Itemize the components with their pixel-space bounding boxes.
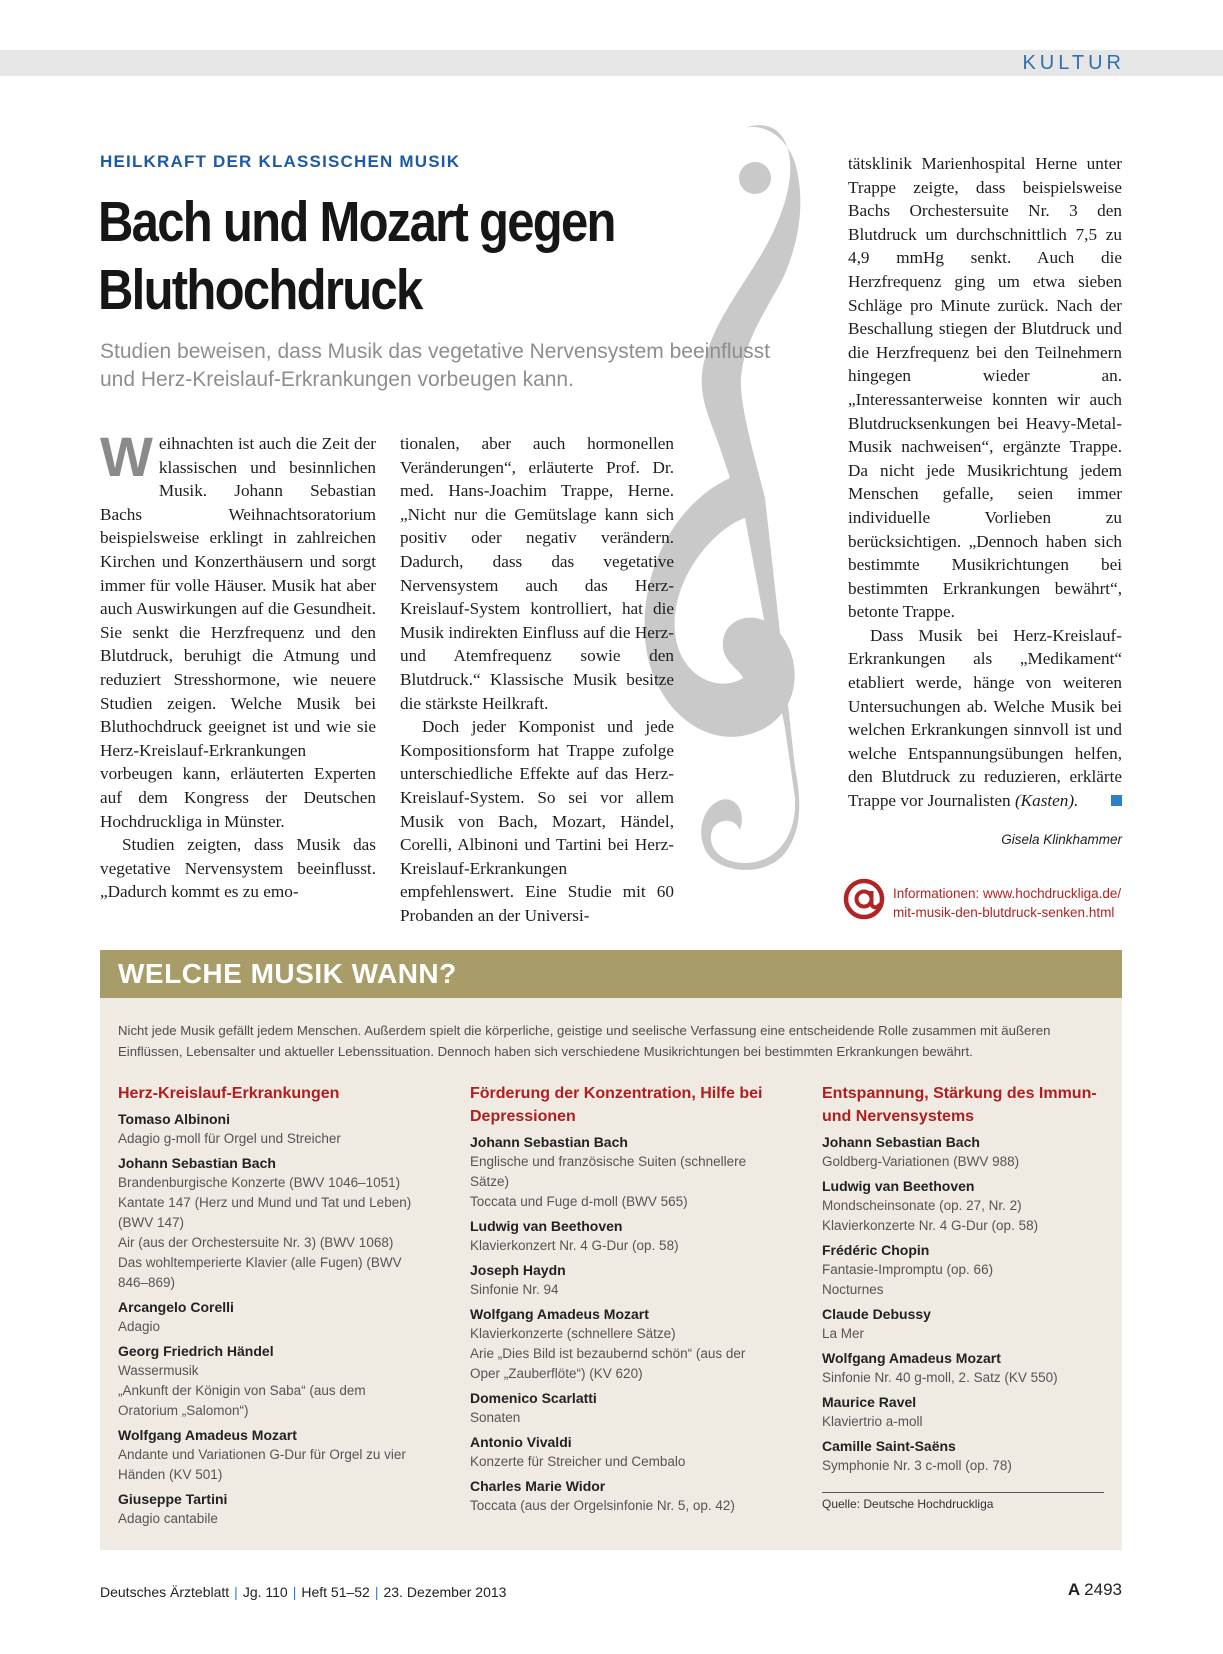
article-column-1	[100, 425, 376, 904]
section-label: KULTUR	[1022, 52, 1125, 74]
works: Konzerte für Streicher und Cembalo	[470, 1454, 686, 1469]
composer: Giuseppe Tartini	[118, 1491, 228, 1507]
works: Fantasie-Impromptu (op. 66) Nocturnes	[822, 1262, 994, 1297]
composer: Wolfgang Amadeus Mozart	[470, 1306, 649, 1322]
journal-name: Deutsches Ärzteblatt	[100, 1584, 230, 1600]
composer: Maurice Ravel	[822, 1394, 917, 1410]
works: Klaviertrio a-moll	[822, 1414, 923, 1429]
list-item	[470, 1304, 770, 1384]
list-item	[470, 1132, 770, 1212]
list-item	[470, 1432, 770, 1472]
works: Adagio	[118, 1319, 161, 1334]
list-item	[822, 1436, 1122, 1476]
list-item	[470, 1260, 770, 1300]
composer: Claude Debussy	[822, 1306, 931, 1322]
box-column-heading: Herz-Kreislauf-Erkrankungen	[118, 1085, 340, 1102]
works: Brandenburgische Konzerte (BWV 1046–1051) Kantate 147 (Herz und Mund und Tat und Leben) (BWV 147) Air (aus der Orchestersuite Nr. 3) (BWV 1068) Das wohltemperierte Klavier (alle Fugen) (BWV 846–869)	[118, 1175, 412, 1290]
footer	[100, 1584, 506, 1600]
composer: Charles Marie Widor	[470, 1478, 606, 1494]
info-box	[100, 950, 1122, 1550]
composer: Arcangelo Corelli	[118, 1299, 234, 1315]
box-column-heading: Entspannung, Stärkung des Immun- und Nervensystems	[822, 1085, 1097, 1125]
composer: Camille Saint-Saëns	[822, 1438, 956, 1454]
works: La Mer	[822, 1326, 865, 1341]
list-item	[822, 1132, 1122, 1172]
info-link-line: mit-musik-den-blutdruck-senken.html	[893, 905, 1115, 920]
box-column-heading: Förderung der Konzentration, Hilfe bei Depressionen	[470, 1085, 763, 1125]
box-column-heart	[118, 1082, 418, 1533]
kicker: HEILKRAFT DER KLASSISCHEN MUSIK	[100, 152, 461, 171]
composer: Wolfgang Amadeus Mozart	[822, 1350, 1001, 1366]
works: Toccata (aus der Orgelsinfonie Nr. 5, op. 42)	[470, 1498, 735, 1513]
composer: Domenico Scarlatti	[470, 1390, 597, 1406]
works: Sinfonie Nr. 40 g-moll, 2. Satz (KV 550)	[822, 1370, 1058, 1385]
list-item	[470, 1476, 770, 1516]
composer: Frédéric Chopin	[822, 1242, 930, 1258]
drop-cap: W	[100, 425, 153, 488]
article-column-2	[400, 432, 674, 927]
composer: Tomaso Albinoni	[118, 1111, 230, 1127]
paragraph: Doch jeder Komponist und jede Kompositionsform hat Trappe zufolge unterschiedliche Effekte auf das Herz-Kreislauf-System. So sei vor allem Musik von Bach, Mozart, Händel, Corelli, Albinoni und Tartini bei Herz-Kreislauf-Erkrankungen empfehlenswert. Eine Studie mit 60 Probanden an der Universi-	[400, 717, 674, 925]
works: Andante und Variationen G-Dur für Orgel zu vier Händen (KV 501)	[118, 1447, 406, 1482]
works: Adagio g-moll für Orgel und Streicher	[118, 1131, 341, 1146]
issue: Heft 51–52	[301, 1584, 370, 1600]
list-item	[822, 1392, 1122, 1432]
composer: Ludwig van Beethoven	[470, 1218, 623, 1234]
separator: |	[234, 1584, 238, 1600]
works: Sinfonie Nr. 94	[470, 1282, 559, 1297]
page-number	[1068, 1580, 1122, 1600]
list-item	[822, 1348, 1122, 1388]
works: Wassermusik „Ankunft der Königin von Saba“ (aus dem Oratorium „Salomon“)	[118, 1363, 366, 1418]
works: Klavierkonzerte (schnellere Sätze) Arie „Dies Bild ist bezaubernd schön“ (aus der Oper „Zauberflöte“) (KV 620)	[470, 1326, 746, 1381]
kasten-reference: (Kasten).	[1014, 791, 1079, 811]
list-item	[118, 1341, 418, 1421]
list-item	[470, 1216, 770, 1256]
paragraph-text: Dass Musik bei Herz-Kreislauf-Erkrankungen als „Medikament“ etabliert werde, hänge von weiteren Untersuchungen ab. Welche Musik bei welchen Erkrankungen sinnvoll ist und welche Entspannungsübungen helfen, den Blutdruck zu reduzieren, erklärte Trappe vor Journalisten	[848, 625, 1122, 811]
author: Gisela Klinkhammer	[1001, 832, 1122, 847]
works: Klavierkonzert Nr. 4 G-Dur (op. 58)	[470, 1238, 679, 1253]
works: Symphonie Nr. 3 c-moll (op. 78)	[822, 1458, 1012, 1473]
info-link[interactable]	[893, 884, 1133, 922]
box-intro: Nicht jede Musik gefällt jedem Menschen. Außerdem spielt die körperliche, geistige und seelische Verfassung eine entscheidende Rolle zusammen mit äußeren Einflüssen, Lebensalter und aktueller Lebenssituation. Dennoch haben sich verschiedene Musikrichtungen bei bestimmten Erkrankungen bewährt.	[118, 1023, 1051, 1059]
composer: Georg Friedrich Händel	[118, 1343, 274, 1359]
info-link-line: Informationen: www.hochdruckliga.de/	[893, 886, 1122, 901]
page-prefix: A	[1067, 1580, 1081, 1599]
works: Sonaten	[470, 1410, 521, 1425]
box-source: Quelle: Deutsche Hochdruckliga	[822, 1492, 1104, 1511]
paragraph: tionalen, aber auch hormonellen Veränderungen“, erläuterte Prof. Dr. med. Hans-Joachim Trappe, Herne. „Nicht nur die Gemütslage kann sich positiv oder negativ verändern. Dadurch, dass das vegetative Nervensystem auch das Herz-Kreislauf-System kontrolliert, hat die Musik indirekten Einfluss auf die Herz- und Atemfrequenz sowie den Blutdruck.“ Klassische Musik besitze die stärkste Heilkraft.	[400, 434, 674, 713]
article-column-3	[848, 152, 1122, 813]
works: Mondscheinsonate (op. 27, Nr. 2) Klavierkonzerte Nr. 4 G-Dur (op. 58)	[822, 1198, 1039, 1233]
paragraph: Studien zeigten, dass Musik das vegetative Nervensystem beeinflusst. „Dadurch kommt es zu emo-	[100, 835, 376, 902]
list-item	[822, 1304, 1122, 1344]
separator: |	[374, 1584, 379, 1600]
composer: Johann Sebastian Bach	[822, 1134, 980, 1150]
paragraph: tätsklinik Marienhospital Herne unter Trappe zeigte, dass beispielsweise Bachs Orchestersuite Nr. 3 den Blutdruck um durchschnittlich 7,5 zu 4,9 mmHg senkt. Auch die Herzfrequenz ging um etwa sieben Schläge pro Minute zurück. Nach der Beschallung stiegen der Blutdruck und die Herzfrequenz bei den Teilnehmern hingegen wieder an. „Interessanterweise konnten wir auch Blutdrucksenkungen bei Heavy-Metal-Musik nachweisen“, ergänzte Trappe. Da nicht jede Musikrichtung jedem Menschen gefalle, seien immer individuelle Vorlieben zu berücksichtigen. „Dennoch haben sich bestimmte Musikrichtungen bei bestimmten Erkrankungen bewährt“, betonte Trappe.	[848, 154, 1122, 622]
list-item	[118, 1489, 418, 1529]
list-item	[118, 1109, 418, 1149]
box-column-relaxation	[822, 1082, 1122, 1511]
list-item	[822, 1176, 1122, 1236]
list-item	[118, 1425, 418, 1485]
works: Goldberg-Variationen (BWV 988)	[822, 1154, 1020, 1169]
list-item	[470, 1388, 770, 1428]
composer: Wolfgang Amadeus Mozart	[118, 1427, 297, 1443]
box-column-concentration	[470, 1082, 770, 1520]
composer: Ludwig van Beethoven	[822, 1178, 975, 1194]
volume: Jg. 110	[242, 1584, 288, 1600]
end-mark-icon	[1111, 795, 1122, 806]
composer: Joseph Haydn	[470, 1262, 566, 1278]
composer: Johann Sebastian Bach	[118, 1155, 276, 1171]
list-item	[118, 1153, 418, 1293]
page-number-value: 2493	[1084, 1580, 1122, 1599]
subtitle: Studien beweisen, dass Musik das vegetative Nervensystem beeinflusst und Herz-Kreislauf-Erkrankungen vorbeugen kann.	[100, 340, 771, 391]
paragraph	[848, 624, 1122, 813]
works: Englische und französische Suiten (schnellere Sätze) Toccata und Fuge d-moll (BWV 565)	[470, 1154, 747, 1209]
composer: Antonio Vivaldi	[470, 1434, 572, 1450]
separator: |	[292, 1584, 297, 1600]
paragraph	[100, 425, 376, 833]
list-item	[118, 1297, 418, 1337]
headline: Bach und Mozart gegen Bluthochdruck	[98, 190, 615, 322]
list-item	[822, 1240, 1122, 1300]
works: Adagio cantabile	[118, 1511, 218, 1526]
at-sign-icon	[842, 877, 886, 921]
date: 23. Dezember 2013	[383, 1584, 507, 1600]
composer: Johann Sebastian Bach	[470, 1134, 628, 1150]
paragraph-text: eihnachten ist auch die Zeit der klassischen und besinnlichen Musik. Johann Sebastian Bachs Weihnachtsoratorium beispielsweise erklingt in zahlreichen Kirchen und Konzerthäusern und sorgt immer für volle Häuser. Musik hat aber auch Auswirkungen auf die Gesundheit. Sie senkt die Herzfrequenz und den Blutdruck, beruhigt die Atmung und reduziert Stresshormone, wie neuere Studien zeigen. Welche Musik bei Bluthochdruck geeignet ist und wie sie Herz-Kreislauf-Erkrankungen vorbeugen kann, erläuterten Experten auf dem Kongress der Deutschen Hochdruckliga in Münster.	[100, 434, 376, 831]
box-title: WELCHE MUSIK WANN?	[100, 950, 1122, 998]
